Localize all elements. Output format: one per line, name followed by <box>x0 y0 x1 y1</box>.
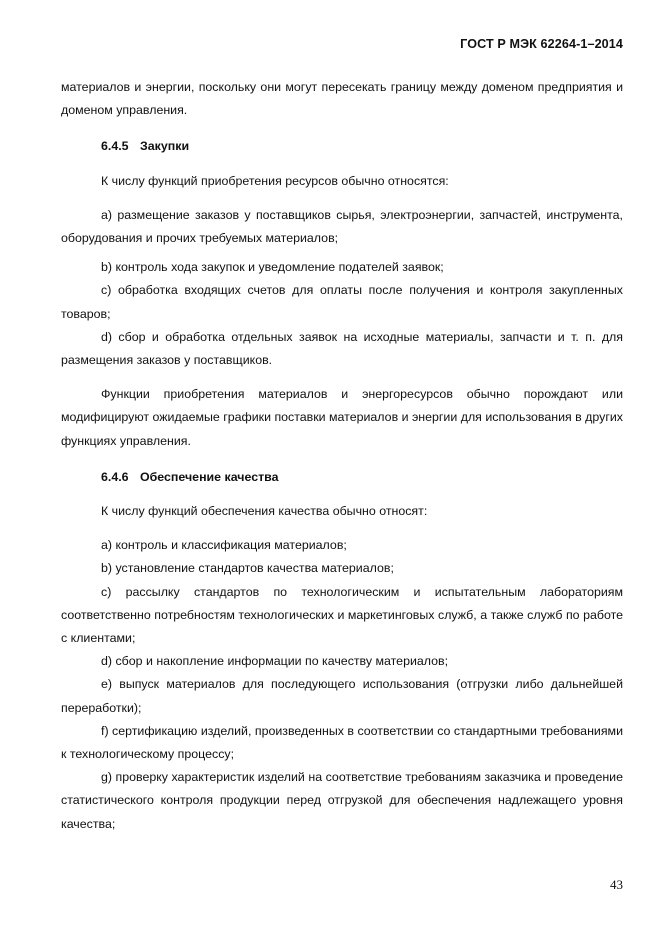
section-closing: Функции приобретения материалов и энергоресурсов обычно порождают или модифицируют ожидаемые графики поставки материалов и энергии для использования в других функциях управления. <box>61 387 623 448</box>
section-heading-6-4-6 <box>61 466 623 489</box>
intro-continuation: материалов и энергии, поскольку они могут пересекать границу между доменом предприятия и доменом управления. <box>61 80 623 118</box>
list-item: е) выпуск материалов для последующего использования (отгрузки либо дальнейшей переработки); <box>61 677 623 715</box>
section-number: 6.4.5 <box>101 139 129 154</box>
list-item: а) размещение заказов у поставщиков сырья, электроэнергии, запчастей, инструмента, оборудования и прочих требуемых материалов; <box>61 207 623 246</box>
list-item: d) сбор и обработка отдельных заявок на исходные материалы, запчасти и т. п. для размещения заказов у поставщиков. <box>61 329 623 368</box>
section-heading-6-4-5 <box>61 135 623 158</box>
section-number: 6.4.6 <box>101 469 129 484</box>
section-title: Закупки <box>140 139 190 154</box>
list-item: b) контроль хода закупок и уведомление подателей заявок; <box>101 260 444 275</box>
section-lead: К числу функций обеспечения качества обычно относят: <box>101 504 428 519</box>
section-lead: К числу функций приобретения ресурсов обычно относятся: <box>101 173 449 188</box>
list-item: d) сбор и накопление информации по качеству материалов; <box>101 654 449 669</box>
list-item: f) сертификацию изделий, произведенных в соответствии со стандартными требованиями к технологическому процессу; <box>61 723 623 762</box>
list-item: а) контроль и классификация материалов; <box>101 538 347 553</box>
list-item: с) обработка входящих счетов для оплаты после получения и контроля закупленных товаров; <box>61 283 623 321</box>
section-title: Обеспечение качества <box>140 469 279 484</box>
page-number: 43 <box>610 877 623 892</box>
list-item: с) рассылку стандартов по технологическим и испытательным лабораториям соответственно потребностям технологических и маркетинговых служб, а также служб по работе с клиентами; <box>61 584 623 646</box>
document-body <box>61 76 623 836</box>
list-item: g) проверку характеристик изделий на соответствие требованиям заказчика и проведение статистического контроля продукции перед отгрузкой для обеспечения надлежащего уровня качества; <box>61 770 623 831</box>
document-header: ГОСТ Р МЭК 62264-1–2014 <box>460 37 623 51</box>
list-item: b) установление стандартов качества материалов; <box>101 561 394 576</box>
